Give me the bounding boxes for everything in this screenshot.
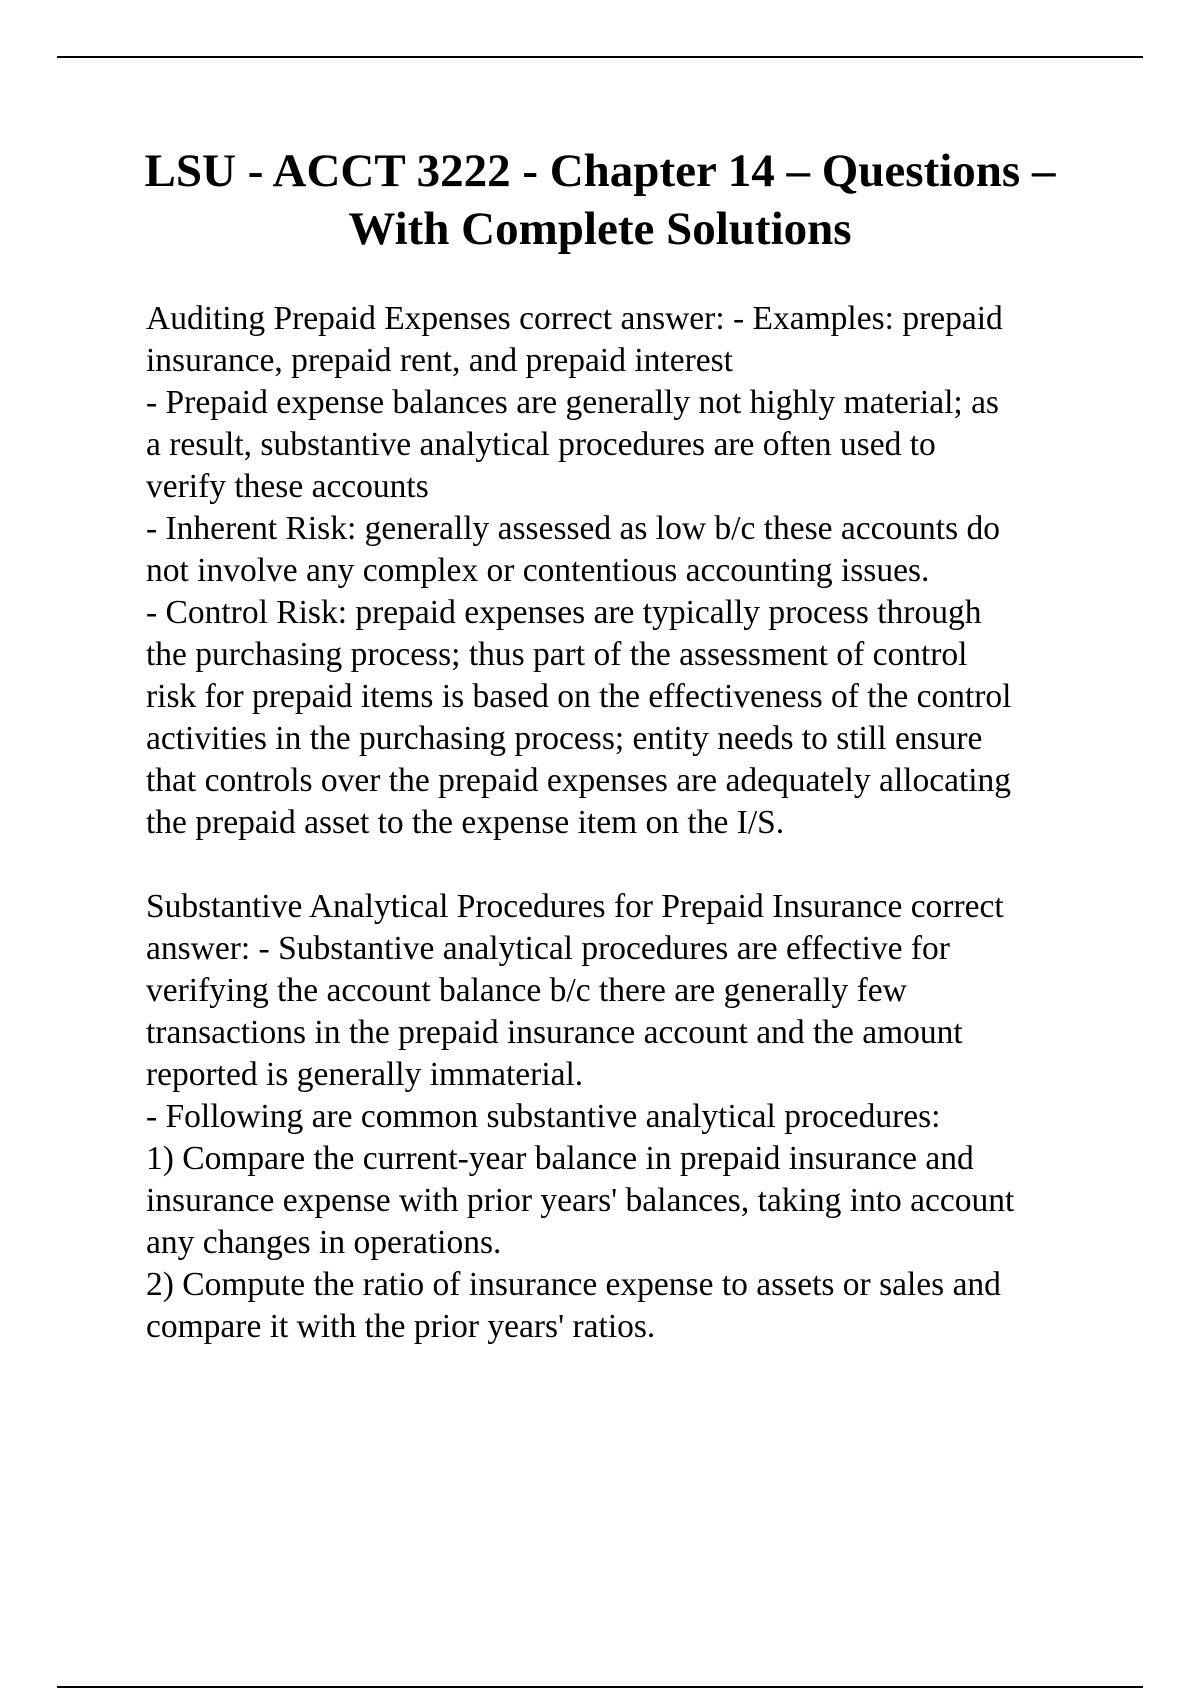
text-line: not involve any complex or contentious accounting issues. [146, 552, 930, 589]
text-line: Substantive Analytical Procedures for Prepaid Insurance correct [146, 888, 1004, 925]
qa-entry-prepaid-insurance [146, 886, 1106, 1348]
text-line: Auditing Prepaid Expenses correct answer: - Examples: prepaid [146, 300, 1003, 337]
text-line: that controls over the prepaid expenses are adequately allocating [146, 762, 1012, 799]
text-line: - Prepaid expense balances are generally not highly material; as [146, 384, 999, 421]
text-line: the prepaid asset to the expense item on the I/S. [146, 804, 785, 841]
qa-entry-prepaid-expenses [146, 298, 1106, 844]
top-divider [57, 56, 1143, 58]
text-line: risk for prepaid items is based on the effectiveness of the control [146, 678, 1012, 715]
text-line: a result, substantive analytical procedures are often used to [146, 426, 936, 463]
text-line: verifying the account balance b/c there are generally few [146, 972, 907, 1009]
text-line: - Inherent Risk: generally assessed as low b/c these accounts do [146, 510, 1001, 547]
text-line: 1) Compare the current-year balance in prepaid insurance and [146, 1140, 974, 1177]
document-title [100, 142, 1100, 258]
text-line: any changes in operations. [146, 1224, 502, 1261]
text-line: transactions in the prepaid insurance account and the amount [146, 1014, 963, 1051]
document-body [146, 298, 1106, 1348]
title-line: With Complete Solutions [348, 203, 852, 255]
text-line: - Control Risk: prepaid expenses are typically process through [146, 594, 982, 631]
bottom-divider [57, 1686, 1143, 1688]
text-line: the purchasing process; thus part of the assessment of control [146, 636, 968, 673]
text-line: verify these accounts [146, 468, 429, 505]
title-line: LSU - ACCT 3222 - Chapter 14 – Questions – [144, 145, 1056, 197]
text-line: reported is generally immaterial. [146, 1056, 584, 1093]
text-line: compare it with the prior years' ratios. [146, 1308, 656, 1345]
text-line: - Following are common substantive analytical procedures: [146, 1098, 941, 1135]
text-line: answer: - Substantive analytical procedures are effective for [146, 930, 950, 967]
text-line: 2) Compute the ratio of insurance expense to assets or sales and [146, 1266, 1001, 1303]
text-line: insurance expense with prior years' balances, taking into account [146, 1182, 1015, 1219]
text-line: activities in the purchasing process; entity needs to still ensure [146, 720, 983, 757]
text-line: insurance, prepaid rent, and prepaid interest [146, 342, 733, 379]
